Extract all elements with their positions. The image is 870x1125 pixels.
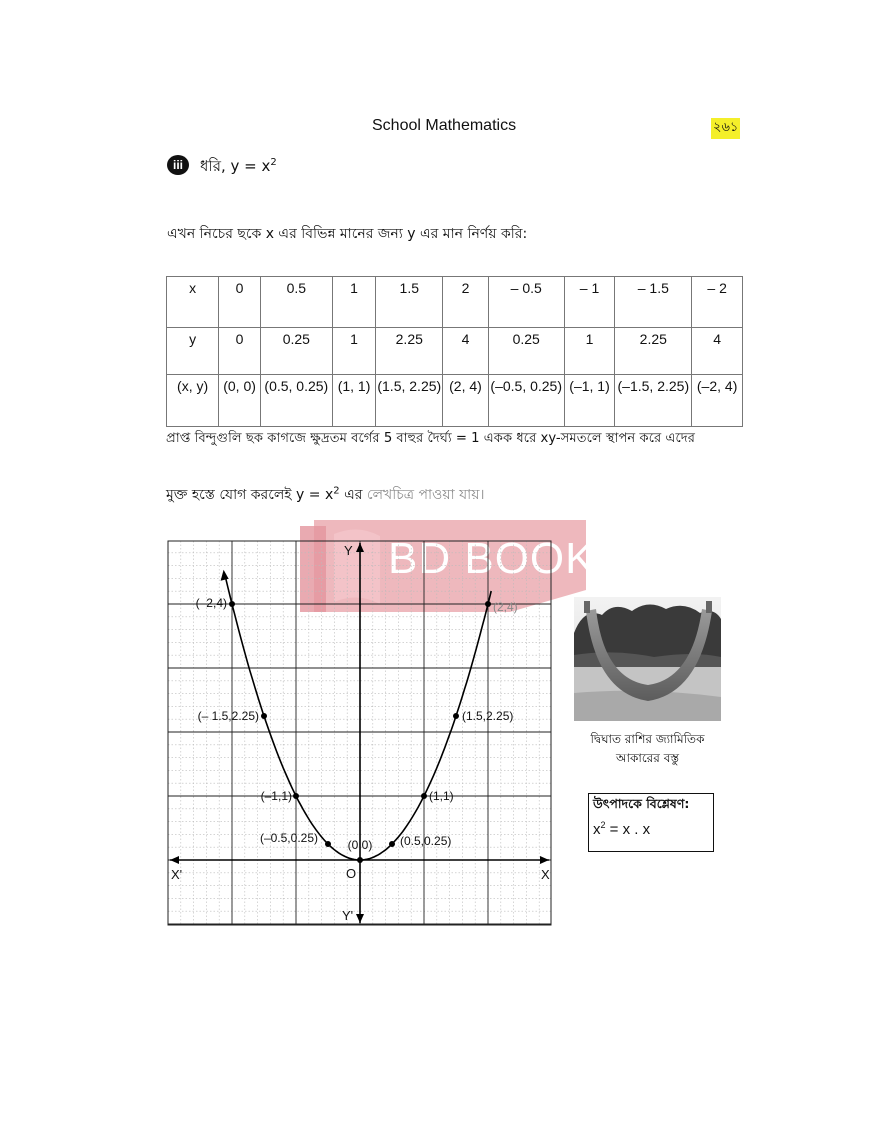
intro-text: ধরি, y = x [200,157,271,175]
y-axis-arrow [356,914,364,923]
data-point [261,713,267,719]
data-point [357,857,363,863]
table-cell: 0.25 [488,328,564,375]
y-axis-arrow [356,543,364,552]
caption-line: আকারের বস্তু [615,751,680,765]
table-cell: 1 [332,277,376,328]
table-cell: (2, 4) [443,375,489,427]
point-label: (1,1) [429,789,454,803]
factor-base: x [593,821,601,838]
section-badge: iii [167,155,189,175]
table-cell: (–1.5, 2.25) [615,375,692,427]
table-cell: – 2 [692,277,743,328]
table-cell: (–0.5, 0.25) [488,375,564,427]
data-point [325,841,331,847]
table-cell: (0.5, 0.25) [260,375,332,427]
paragraph-text: মুক্ত হস্তে যোগ করলেই y = x [166,487,334,503]
point-label: (0,0) [347,838,373,852]
table-cell: (–2, 4) [692,375,743,427]
swing-photo [574,597,721,721]
table-cell: 2.25 [615,328,692,375]
point-label: (–2,4) [195,596,227,610]
table-cell: (1.5, 2.25) [376,375,443,427]
caption-line: দ্বিঘাত রাশির জ্যামিতিক [590,732,705,746]
instruction-sentence: এখন নিচের ছকে x এর বিভিন্ন মানের জন্য y এর মান নির্ণয় করি: [167,226,528,242]
table-cell: 1.5 [376,277,443,328]
table-cell: 2.25 [376,328,443,375]
table-cell: x [167,277,219,328]
factor-rest: = x . x [605,821,651,838]
paragraph-text: এর [339,487,367,503]
table-cell: 1 [332,328,376,375]
table-cell: 0.25 [260,328,332,375]
table-cell: – 1.5 [615,277,692,328]
table-cell: 4 [692,328,743,375]
axis-label-origin: O [346,866,357,881]
paragraph-line-1: প্রাপ্ত বিন্দুগুলি ছক কাগজে ক্ষুদ্রতম বর্গের 5 বাহুর দৈর্ঘ্য = 1 একক ধরে xy-সমতলে স্থাপন করে এদের [166,431,695,446]
point-label: (2,4) [493,600,518,614]
paragraph-exponent: 2 [333,485,340,497]
data-point [229,601,235,607]
values-table [166,276,743,427]
point-label: (0.5,0.25) [400,834,452,848]
factorization-box [588,793,714,852]
data-point [293,793,299,799]
table-cell: y [167,328,219,375]
point-label: (– 1.5,2.25) [197,709,259,723]
point-label: (–1,1) [260,789,292,803]
table-cell: (x, y) [167,375,219,427]
data-point [389,841,395,847]
table-cell: 0 [219,277,261,328]
x-axis-arrow [170,856,179,864]
point-label: (1.5,2.25) [462,709,514,723]
table-cell: (0, 0) [219,375,261,427]
point-label: (–0.5,0.25) [259,831,318,845]
table-cell: – 1 [564,277,615,328]
factorization-title: উৎপাদকে বিশ্লেষণ: [593,796,690,811]
axis-label-y: Y [344,543,353,558]
table-cell: 2 [443,277,489,328]
axis-label-x: X [541,867,550,882]
page-title: School Mathematics [372,117,517,134]
data-point [453,713,459,719]
intro-statement [200,155,277,180]
table-cell: 0.5 [260,277,332,328]
watermark-text: BD BOOKS [388,534,626,583]
axis-label-x-neg: X' [171,867,183,882]
table-row-x [167,277,743,328]
table-cell: (–1, 1) [564,375,615,427]
data-point [421,793,427,799]
table-cell: 1 [564,328,615,375]
factorization-expression [593,820,713,838]
table-row-xy [167,375,743,427]
paragraph-line-2 [166,483,485,507]
data-point [485,601,491,607]
table-row-y [167,328,743,375]
paragraph-text-faded: লেখচিত্র পাওয়া যায়। [366,487,485,503]
factor-exponent: 2 [600,820,606,830]
table-cell: 4 [443,328,489,375]
parabola-graph [160,525,560,930]
intro-exponent: 2 [270,157,277,168]
table-cell: – 0.5 [488,277,564,328]
photo-caption [574,730,721,768]
table-cell: 0 [219,328,261,375]
curve-arrow [221,570,229,581]
x-axis-arrow [540,856,549,864]
page-number: ২৬১ [711,118,740,139]
axis-label-y-neg: Y' [342,908,354,923]
table-cell: (1, 1) [332,375,376,427]
